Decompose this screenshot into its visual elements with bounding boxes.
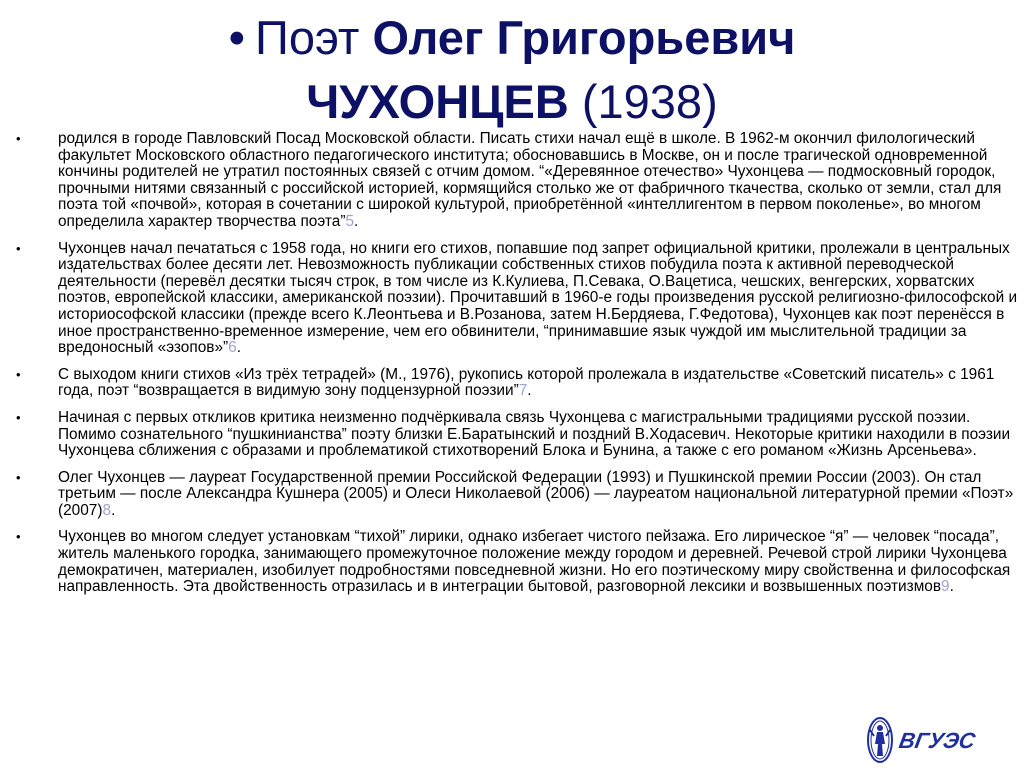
slide-title: [0, 6, 1024, 134]
logo-wordmark: ВГУЭС: [897, 728, 978, 753]
list-item: [14, 131, 1019, 231]
paragraph-text: родился в городе Павловский Посад Московской области. Писать стихи начал ещё в школе. В 1962-м окончил филологический факультет Московского областного педагогического института; обосновавшись в Москве, он и после трагической одновременной кончины родителей не утратил постоянных связей с отчим домом. “«Деревянное отечество» Чухонцева — подмосковный городок, прочными нитями связанный с российской историей, кормящийся столько же от фабричного ткачества, сколько от земли, стал для поэта той «почвой», которая в сочетании с широкой культурой, приобретённой «интеллигентом в первом поколенье», во многом определила характер творчества поэта”: [58, 130, 1002, 230]
footnote-link[interactable]: 8: [102, 501, 112, 519]
title-name: Олег Григорьевич: [372, 11, 796, 64]
list-item: [14, 241, 1019, 357]
list-item: [14, 470, 1019, 520]
footnote-link[interactable]: 5: [345, 212, 355, 230]
list-item: [14, 529, 1019, 595]
paragraph-tail: .: [527, 382, 532, 400]
paragraph-text: Начиная с первых откликов критика неизменно подчёркивала связь Чухонцева с магистральными традициями русской поэзии. Помимо сознательного “пушкинианства” поэту близки Е.Баратынский и поздний В.Ходасевич. Некоторые критики находили в поэзии Чухонцева сближения с образами и проблематикой стихотворений Блока и Бунина, а также с его романом «Жизнь Арсеньева».: [58, 408, 1011, 460]
title-line-2: [0, 70, 1024, 134]
bullet-list: [14, 131, 1019, 606]
footnote-link[interactable]: 7: [518, 382, 528, 400]
paragraph-text: Чухонцев начал печататься с 1958 года, но книги его стихов, попавшие под запрет официальной критики, пролежали в центральных издательствах более десяти лет. Невозможность публикации собственных стихов побудила поэта к активной переводческой деятельности (перевёл десятки тысяч строк, в том числе из К.Кулиева, П.Севака, О.Вацетиса, чешских, венгерских, хорватских поэтов, европейской классики, американской поэзии). Прочитавший в 1960-е годы произведения русской религиозно-философской и историософской классики (прежде всего К.Леонтьева и В.Розанова, затем Н.Бердяева, Г.Федотова), Чухонцев как поэт перенёсся в иное пространственно-временное измерение, чем его обвинители, “принимавшие язык чуждой им мыслительной традиции за вредоносный «эзопов»”: [58, 239, 1018, 357]
footnote-link[interactable]: 9: [941, 578, 950, 596]
paragraph-tail: .: [949, 578, 954, 596]
bullet-marker: •: [16, 131, 21, 146]
list-item: [14, 410, 1019, 460]
title-prefix: Поэт: [255, 11, 360, 64]
title-line-1: [0, 6, 1024, 70]
paragraph-tail: .: [111, 501, 116, 519]
paragraph-text: С выходом книги стихов «Из трёх тетрадей» (М., 1976), рукопись которой пролежала в издательстве «Советский писатель» с 1961 года, поэт “возвращается в видимую зону подцензурной поэзии”: [58, 365, 995, 400]
title-bullet: •: [228, 11, 246, 64]
paragraph-text: Олег Чухонцев — лауреат Государственной премии Российской Федерации (1993) и Пушкинской премии России (2003). Он стал третьим — после Александра Кушнера (2005) и Олеси Николаевой (2006) — лауреатом национальной литературной премии «Поэт» (2007): [58, 468, 1014, 519]
bullet-marker: •: [16, 409, 21, 425]
paragraph-tail: .: [354, 212, 359, 230]
footnote-link[interactable]: 6: [228, 339, 237, 357]
bullet-marker: •: [16, 240, 21, 256]
bullet-marker: •: [16, 366, 21, 382]
list-item: [14, 367, 1019, 400]
title-surname: ЧУХОНЦЕВ: [306, 75, 569, 128]
paragraph-tail: .: [236, 339, 241, 357]
bullet-marker: •: [16, 529, 21, 545]
title-years: (1938): [581, 75, 718, 128]
logo-emblem-icon: [864, 714, 984, 764]
university-logo: [864, 714, 984, 764]
paragraph-text: Чухонцев во многом следует установкам “тихой” лирики, однако избегает чистого пейзажа. Его лирическое “я” — человек “посада”, житель маленького городка, занимающего промежуточное положение между городом и деревней. Речевой строй лирики Чухонцева демократичен, материален, изобилует подробностями повседневной жизни. Но его поэтическому миру свойственна и философская направленность. Эта двойственность отразилась и в интеграции бытовой, разговорной лексики и возвышенных поэтизмов: [58, 528, 1011, 596]
bullet-marker: •: [16, 469, 21, 485]
